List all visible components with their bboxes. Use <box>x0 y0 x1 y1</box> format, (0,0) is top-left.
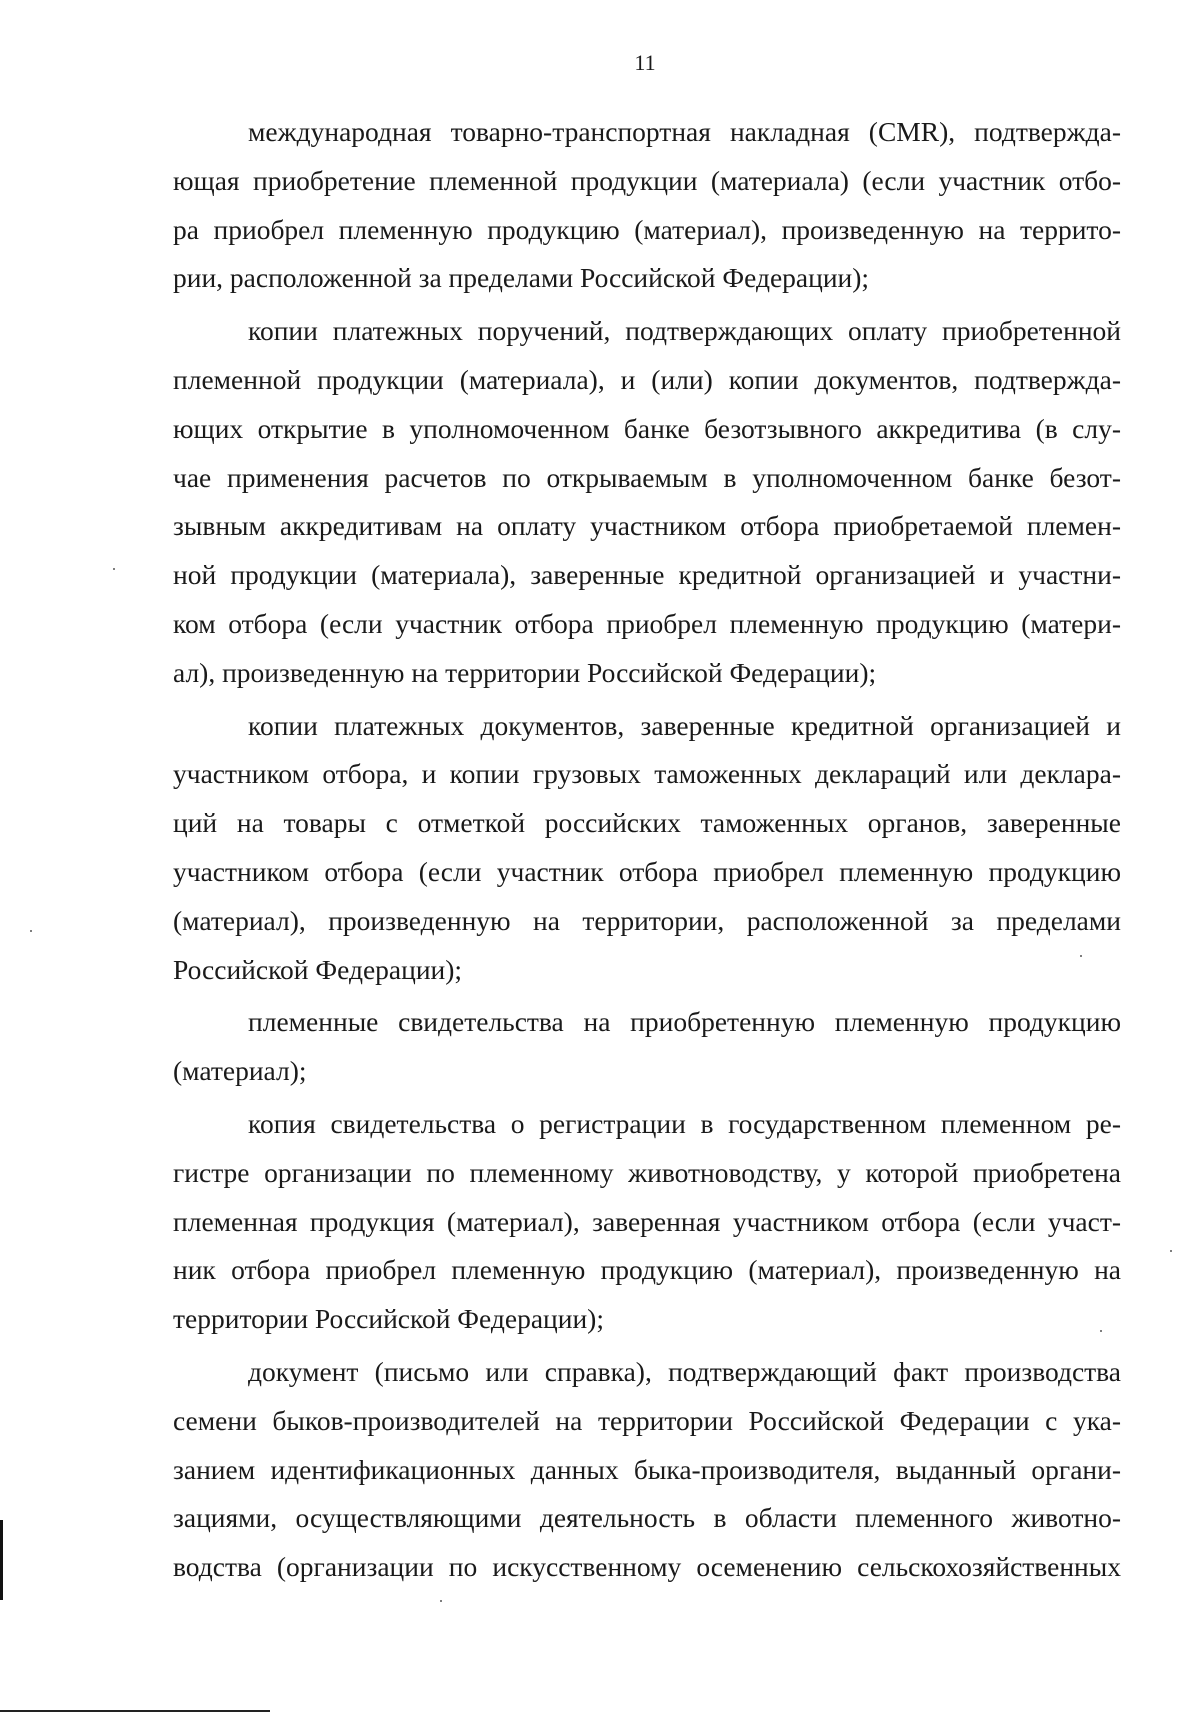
paragraph-payment-orders <box>173 307 1121 697</box>
scan-edge-mark <box>0 1520 3 1600</box>
text-line: ком отбора (если участник отбора приобрел племенную продукцию (матери- <box>173 607 1121 639</box>
text-line: племенные свидетельства на приобретенную племенную продукцию <box>248 1006 1121 1038</box>
text-line: племенная продукция (материал), заверенная участником отбора (если участ- <box>173 1205 1121 1237</box>
text-line: зывным аккредитивам на оплату участником отбора приобретаемой племен- <box>173 510 1121 542</box>
text-line: ра приобрел племенную продукцию (материал), произведенную на террито- <box>173 213 1121 245</box>
text-line: племенной продукции (материала), и (или) копии документов, подтвержда- <box>173 363 1121 395</box>
text-line: ник отбора приобрел племенную продукцию (материал), произведенную на <box>173 1254 1121 1286</box>
paragraph-cmr <box>173 108 1121 303</box>
scan-speck <box>1100 1330 1102 1332</box>
paragraph-semen-production <box>173 1348 1121 1592</box>
text-line: копии платежных поручений, подтверждающих оплату приобретенной <box>248 315 1121 347</box>
scan-speck <box>113 568 115 570</box>
paragraph-registration-certificate <box>173 1100 1121 1344</box>
text-line: ций на товары с отметкой российских таможенных органов, заверенные <box>173 807 1121 839</box>
document-body <box>173 108 1121 1596</box>
text-line: (материал), произведенную на территории, расположенной за пределами <box>173 904 1121 936</box>
text-line: занием идентификационных данных быка-производителя, выданный органи- <box>173 1453 1121 1485</box>
text-line: гистре организации по племенному животноводству, у которой приобретена <box>173 1156 1121 1188</box>
scan-bottom-rule <box>0 1710 270 1712</box>
scan-speck <box>1170 1250 1172 1252</box>
text-line: ал), произведенную на территории Российской Федерации); <box>173 656 877 688</box>
text-line: копия свидетельства о регистрации в государственном племенном ре- <box>248 1107 1121 1139</box>
paragraph-payment-documents <box>173 702 1121 995</box>
page-number: 11 <box>634 50 656 75</box>
scan-speck <box>440 1600 442 1602</box>
text-line: ющих открытие в уполномоченном банке безотзывного аккредитива (в слу- <box>173 412 1121 444</box>
text-line: Российской Федерации); <box>173 953 463 985</box>
text-line: копии платежных документов, заверенные кредитной организацией и <box>248 709 1121 741</box>
scan-speck <box>1080 955 1082 957</box>
text-line: международная товарно-транспортная накладная (CMR), подтвержда- <box>248 116 1121 147</box>
text-line: территории Российской Федерации); <box>173 1303 604 1335</box>
text-line: участником отбора (если участник отбора приобрел племенную продукцию <box>173 855 1121 887</box>
text-line: ной продукции (материала), заверенные кредитной организацией и участни- <box>173 559 1121 591</box>
text-line: участником отбора, и копии грузовых таможенных деклараций или деклара- <box>173 758 1121 790</box>
text-line: семени быков-производителей на территории Российской Федерации с ука- <box>173 1404 1121 1436</box>
scan-speck <box>30 930 32 932</box>
text-line: документ (письмо или справка), подтверждающий факт производства <box>248 1355 1121 1387</box>
text-line: (материал); <box>173 1055 307 1087</box>
paragraph-breeding-certificates <box>173 998 1121 1096</box>
text-line: зациями, осуществляющими деятельность в области племенного животно- <box>173 1502 1121 1534</box>
text-line: водства (организации по искусственному осеменению сельскохозяйственных <box>173 1551 1121 1583</box>
text-line: чае применения расчетов по открываемым в уполномоченном банке безот- <box>173 461 1121 493</box>
text-line: ющая приобретение племенной продукции (материала) (если участник отбо- <box>173 164 1121 196</box>
text-line: рии, расположенной за пределами Российской Федерации); <box>173 262 870 294</box>
